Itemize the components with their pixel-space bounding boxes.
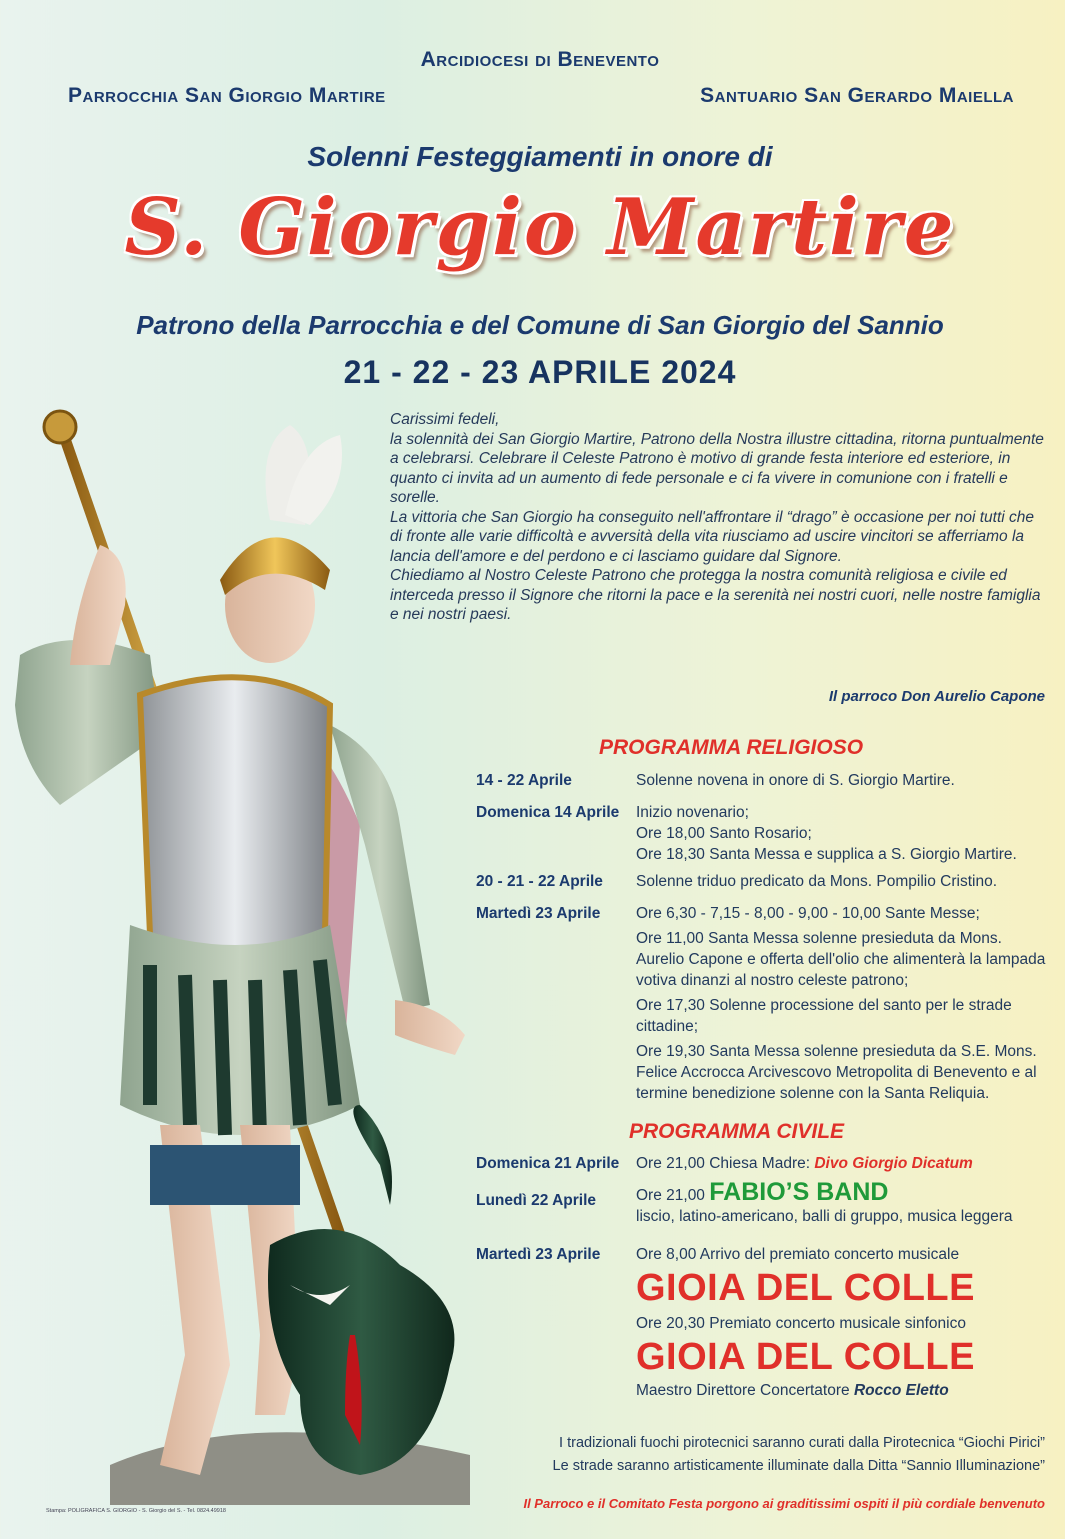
program-date: Martedì 23 Aprile	[476, 905, 601, 922]
program-line: Solenne novena in onore di S. Giorgio Martire.	[636, 772, 955, 789]
program-line: Ore 11,00 Santa Messa solenne presieduta da Mons. Aurelio Capone e offerta dell'olio che alimenterà la lampada votiva dinanzi al nostro celeste patrono;	[636, 930, 1046, 989]
program-line: liscio, latino-americano, balli di gruppo, musica leggera	[636, 1208, 1013, 1225]
letter-paragraph: Chiediamo al Nostro Celeste Patrono che protegga la nostra comunità religiosa e civile ed interceda presso il Signore che ritorni la pace e la serenità nei nostri cuori, nelle nostre famiglia e nei nostri paesi.	[390, 567, 1041, 623]
letter-greeting: Carissimi fedeli,	[390, 411, 500, 428]
concert-band-name: GIOIA DEL COLLE	[636, 1336, 975, 1378]
page-title: S. Giorgio Martire	[124, 182, 956, 273]
program-line: Ore 19,30 Santa Messa solenne presieduta da S.E. Mons. Felice Accrocca Arcivescovo Metropolita di Benevento e al termine benedizione solenne con la Santa Reliquia.	[636, 1043, 1037, 1102]
director-name: Rocco Eletto	[853, 1382, 949, 1399]
subtitle: Solenni Festeggiamenti in onore di	[307, 141, 773, 172]
patron-line: Patrono della Parrocchia e del Comune di San Giorgio del Sannio	[136, 310, 944, 340]
fireworks-note: I tradizionali fuochi pirotecnici saranno curati dalla Pirotecnica “Giochi Pirici”	[559, 1435, 1045, 1451]
director-label: Maestro Direttore Concertatore	[636, 1382, 850, 1399]
program-line: Ore 21,00 Chiesa Madre:	[636, 1155, 811, 1172]
archdiocese-heading: Arcidiocesi di Benevento	[420, 48, 660, 71]
civil-program-title: PROGRAMMA CIVILE	[629, 1120, 845, 1143]
left-sleeve-arm	[15, 545, 160, 805]
program-line: Ore 20,30 Premiato concerto musicale sinfonico	[636, 1315, 966, 1332]
band-name: FABIO’S BAND	[709, 1178, 889, 1206]
program-line: Ore 18,30 Santa Messa e supplica a S. Giorgio Martire.	[636, 846, 1017, 863]
skirt	[120, 925, 360, 1135]
program-row	[476, 903, 1051, 1104]
event-name: Divo Giorgio Dicatum	[814, 1155, 973, 1172]
armor-cuirass	[140, 677, 330, 950]
program-line: Ore 8,00 Arrivo del premiato concerto musicale	[636, 1246, 960, 1263]
letter-paragraph: La vittoria che San Giorgio ha conseguito nell'affrontare il “drago” è occasione per noi tutti che di fronte alle varie difficoltà e avversità della vita riusciamo ad uscire vincitori se afferriamo la lancia dell'amore e del perdono e ci lasciamo guidare dal Signore.	[390, 508, 1034, 565]
program-line: Ore 21,00	[636, 1187, 705, 1204]
program-row	[476, 1178, 1056, 1227]
parish-heading: Parrocchia San Giorgio Martire	[68, 84, 386, 107]
program-row	[476, 871, 1056, 892]
sanctuary-heading: Santuario San Gerardo Maiella	[700, 84, 1014, 107]
program-line: Ore 17,30 Solenne processione del santo per le strade cittadine;	[636, 997, 1012, 1035]
program-line: Inizio novenario;	[636, 804, 749, 821]
printer-credit: Stampa: POLIGRAFICA S. GIORGIO - S. Giorgio del S. - Tel. 0824.49918	[46, 1508, 226, 1514]
religious-program-title: PROGRAMMA RELIGIOSO	[599, 736, 864, 759]
head-helmet	[220, 425, 342, 663]
program-line: Ore 18,00 Santo Rosario;	[636, 825, 812, 842]
program-date: 20 - 21 - 22 Aprile	[476, 873, 603, 890]
pastor-letter	[390, 410, 1045, 625]
program-date: Martedì 23 Aprile	[476, 1246, 601, 1263]
concert-band-name: GIOIA DEL COLLE	[636, 1267, 975, 1309]
program-line: Ore 6,30 - 7,15 - 8,00 - 9,00 - 10,00 Sante Messe;	[636, 905, 980, 922]
lights-note: Le strade saranno artisticamente illuminate dalla Ditta “Sannio Illuminazione”	[552, 1458, 1045, 1474]
program-date: Lunedì 22 Aprile	[476, 1192, 597, 1209]
program-row	[476, 802, 1056, 865]
letter-signature: Il parroco Don Aurelio Capone	[828, 688, 1045, 705]
festival-dates: 21 - 22 - 23 APRILE 2024	[343, 354, 737, 390]
program-date: Domenica 21 Aprile	[476, 1155, 620, 1172]
letter-paragraph: la solennità dei San Giorgio Martire, Patrono della Nostra illustre cittadina, ritorna puntualmente a celebrarsi. Celebrare il Celeste Patrono è motivo di grande festa interiore ed esteriore, in quanto ci invita ad un aumento di fede personale e ci fa vivere in comunione con i fratelli e sorelle.	[390, 430, 1044, 506]
footer-notes	[553, 1432, 1045, 1478]
welcome-note: Il Parroco e il Comitato Festa porgono ai graditissimi ospiti il più cordiale benvenuto	[523, 1496, 1045, 1511]
program-row	[476, 770, 1056, 791]
program-date: Domenica 14 Aprile	[476, 804, 620, 821]
program-date: 14 - 22 Aprile	[476, 772, 572, 789]
program-row	[476, 1244, 1056, 1401]
program-row	[476, 1153, 1056, 1174]
program-line: Solenne triduo predicato da Mons. Pompilio Cristino.	[636, 873, 997, 890]
